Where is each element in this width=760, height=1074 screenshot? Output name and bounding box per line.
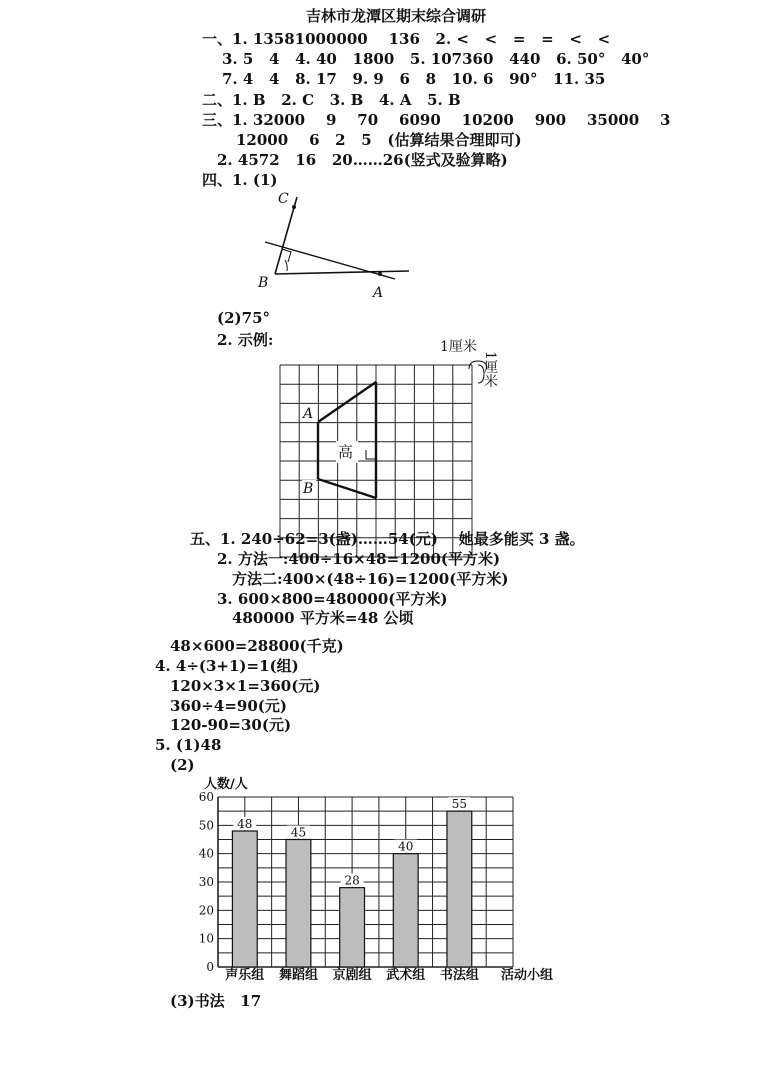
chart-category-label: 舞蹈组 bbox=[278, 968, 318, 983]
cont-line5: 120-90=30(元) bbox=[170, 716, 292, 734]
label-b: B bbox=[258, 275, 269, 291]
part4-q2: 2. 示例: bbox=[217, 331, 274, 349]
chart-bar bbox=[447, 811, 472, 967]
part5-line5: 480000 平方米=48 公顷 bbox=[232, 609, 414, 627]
label-c: C bbox=[278, 191, 289, 207]
chart-ytick-label: 50 bbox=[198, 818, 214, 833]
cont-line8: (3)书法 17 bbox=[170, 992, 262, 1010]
page-title: 吉林市龙潭区期末综合调研 bbox=[306, 7, 487, 25]
part3-line1: 三、1. 32000 9 70 6090 10200 900 35000 3 bbox=[202, 111, 671, 129]
chart-bar-value: 28 bbox=[344, 873, 360, 888]
angle-figure bbox=[255, 185, 415, 305]
right-angle-mark bbox=[282, 249, 291, 262]
chart-bar-value: 55 bbox=[451, 797, 468, 812]
chart-ylabel: 人数/人 bbox=[204, 777, 248, 792]
chart-xlabel: 活动小组 bbox=[501, 968, 554, 983]
part4-q1: 四、1. (1) bbox=[202, 171, 278, 189]
cont-line3: 120×3×1=360(元) bbox=[170, 677, 321, 695]
part5-line2: 2. 方法一:400÷16×48=1200(平方米) bbox=[217, 550, 501, 568]
cont-line7: (2) bbox=[170, 756, 195, 774]
cont-line1: 48×600=28800(千克) bbox=[170, 637, 344, 655]
chart-xlabels bbox=[225, 967, 479, 983]
chart-category-label: 书法组 bbox=[439, 968, 479, 983]
chart-bar bbox=[393, 854, 418, 967]
chart-category-label: 声乐组 bbox=[225, 968, 265, 983]
cont-line2: 4. 4÷(3+1)=1(组) bbox=[155, 657, 299, 675]
label-height: 高 bbox=[338, 443, 354, 461]
chart-bar-value: 45 bbox=[290, 825, 307, 840]
part3-line3: 2. 4572 16 20……26(竖式及验算略) bbox=[217, 151, 508, 169]
part1-line2: 3. 5 4 4. 40 1800 5. 107360 440 6. 50° 40° bbox=[222, 50, 650, 68]
height-right-angle bbox=[366, 450, 376, 459]
unit-label-vertical: 1厘米 bbox=[482, 351, 498, 388]
part1-line3: 7. 4 4 8. 17 9. 9 6 8 10. 6 90° 11. 35 bbox=[222, 70, 606, 88]
part4-q1-2: (2)75° bbox=[217, 309, 271, 327]
chart-ytick-label: 60 bbox=[198, 790, 214, 804]
shape-top-slant bbox=[318, 382, 376, 422]
grid-figure bbox=[270, 335, 510, 515]
chart-bar-value: 48 bbox=[237, 817, 253, 831]
point-a bbox=[378, 272, 382, 276]
chart-category-label: 武术组 bbox=[386, 968, 426, 983]
shape-bottom-slant bbox=[318, 479, 376, 498]
chart-ytick-label: 20 bbox=[198, 903, 214, 918]
chart-bar bbox=[340, 888, 365, 967]
chart-bar bbox=[232, 831, 257, 967]
chart-category-label: 京剧组 bbox=[332, 968, 372, 983]
chart-ytick-label: 30 bbox=[198, 875, 214, 889]
ray-ba bbox=[275, 271, 409, 274]
cont-line6: 5. (1)48 bbox=[155, 736, 222, 754]
part5-line1: 五、1. 240÷62=3(盏)……54(元) 她最多能买 3 盏。 bbox=[190, 530, 585, 548]
chart-yticks bbox=[199, 790, 214, 974]
grid-label-a: A bbox=[303, 406, 314, 422]
chart-ytick-label: 10 bbox=[198, 931, 214, 946]
unit-label-horizontal: 1厘米 bbox=[440, 339, 477, 355]
label-a: A bbox=[373, 285, 384, 301]
chart-ytick-label: 0 bbox=[206, 960, 214, 974]
part1-line1: 一、1. 13581000000 136 2. < < = = < < bbox=[202, 30, 611, 48]
chart-ytick-label: 40 bbox=[198, 846, 214, 861]
part5-line4: 3. 600×800=480000(平方米) bbox=[217, 590, 448, 608]
part2-line: 二、1. B 2. C 3. B 4. A 5. B bbox=[202, 91, 461, 109]
bar-chart bbox=[180, 770, 560, 990]
point-c bbox=[292, 205, 296, 209]
chart-bar bbox=[286, 840, 311, 968]
angle-arc bbox=[285, 260, 287, 271]
grid-label-b: B bbox=[303, 481, 314, 497]
cont-line4: 360÷4=90(元) bbox=[170, 697, 287, 715]
chart-bar-value: 40 bbox=[398, 839, 414, 854]
part5-line3: 方法二:400×(48÷16)=1200(平方米) bbox=[232, 570, 509, 588]
part3-line2: 12000 6 2 5 (估算结果合理即可) bbox=[236, 131, 522, 149]
